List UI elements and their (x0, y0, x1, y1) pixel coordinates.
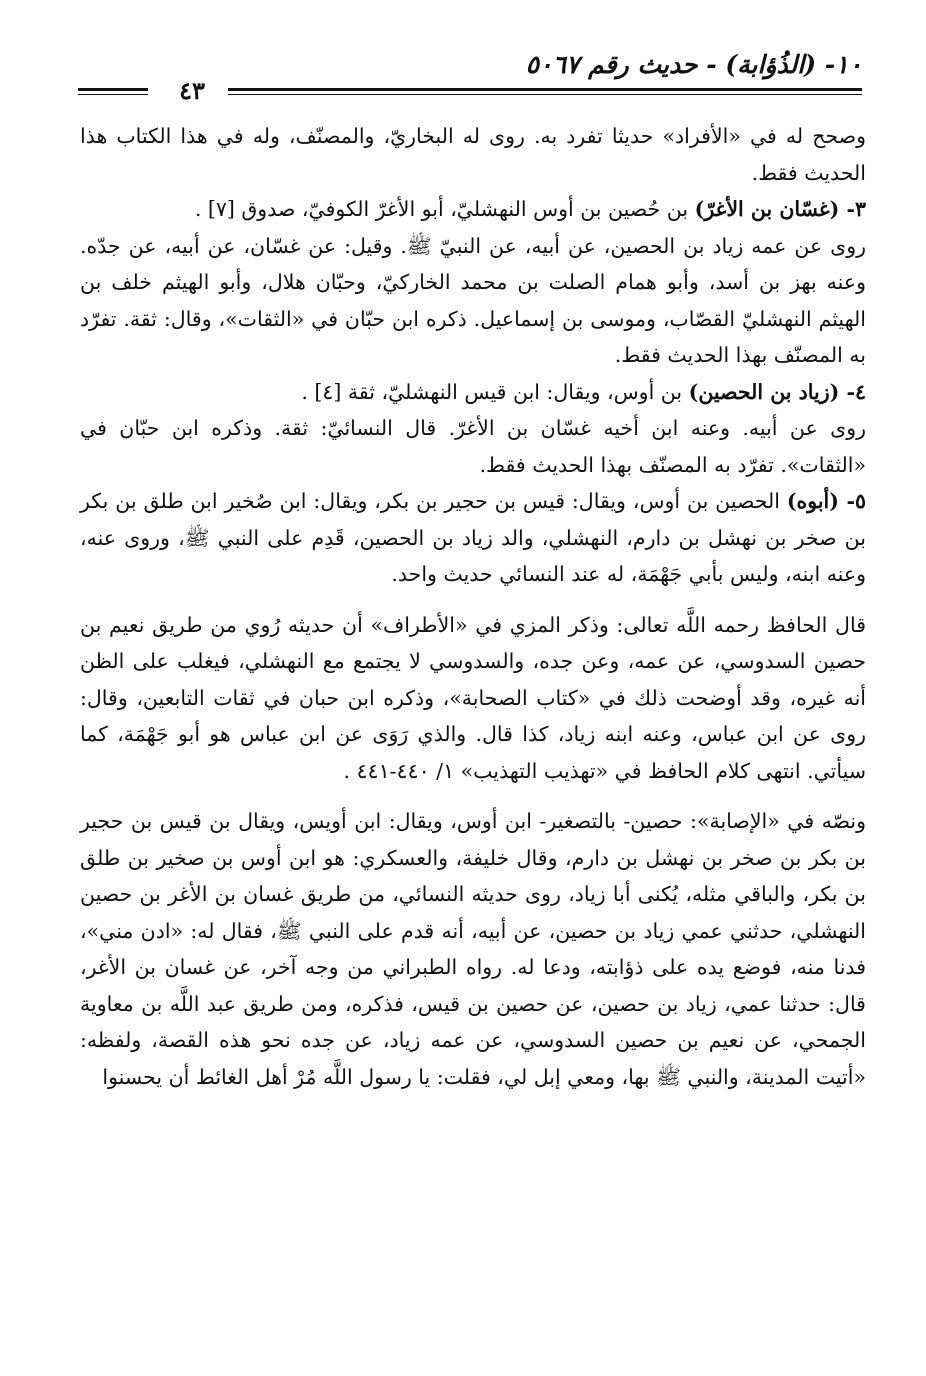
page-body (80, 118, 866, 1095)
header-rule-thin (228, 94, 862, 95)
header-rule (228, 88, 862, 91)
hafiz-note: قال الحافظ رحمه اللَّه تعالى: وذكر المزي في «الأطراف» أن حديثه رُوي من طريق نعيم بن حصين السدوسي، عن عمه، وعن جده، والسدوسي لا يجتمع مع النهشلي، فيغلب على الظن أنه غيره، وقد أوضحت ذلك في «كتاب الصحابة»، وذكره ابن حبان في ثقات التابعين، وقال: روى عن ابن عباس، وعنه ابنه زياد، كذا قال. والذي رَوَى عن ابن عباس هو أبو جَهْمَة، كما سيأتي. انتهى كلام الحافظ في «تهذيب التهذيب» ١/ ٤٤٠-٤٤١ . (80, 612, 866, 783)
header-rule-left-thin (78, 94, 148, 95)
page-header (78, 48, 862, 104)
narrator-4-entry: ٤- (زياد بن الحصين) بن أوس، ويقال: ابن قيس النهشليّ، ثقة [٤] . (301, 379, 866, 404)
narrator-3-entry: ٣- (غسّان بن الأغرّ) بن حُصين بن أوس النهشليّ، أبو الأغرّ الكوفيّ، صدوق [٧] . (194, 197, 866, 221)
paragraph-1: وصحح له في «الأفراد» حديثا تفرد به. روى له البخاريّ، والمصنّف، وله في هذا الكتاب هذا الحديث فقط. (80, 124, 866, 185)
narrator-5-name: ٥- (أبوه) (786, 489, 866, 513)
isaba-quote: ونصّه في «الإصابة»: حصين- بالتصغير- ابن أوس، ويقال: ابن أويس، ويقال بن قيس بن حجير بن بكر بن صخر بن نهشل بن دارم، وقال خليفة، والعسكري: هو ابن أوس بن صخير بن طلق بن بكر، والباقي مثله، يُكنى أبا زياد، روى حديثه النسائي، من طريق غسان بن الأغر بن حصين النهشلي، حدثني عمي زياد بن حصين، عن أبيه، أنه قدم على النبي ﷺ، فقال له: «ادن مني»، فدنا منه، فوضع يده على ذؤابته، ودعا له. رواه الطبراني من وجه آخر، عن غسان بن الأغر، قال: حدثنا عمي، زياد بن حصين، عن حصين بن قيس، فذكره، ومن طريق عبد اللَّه بن معاوية الجمحي، عن نعيم بن حصين السدوسي، عن عمه زياد، عن جده نحو هذه القصة، ولفظه: «أتيت المدينة، والنبي ﷺ بها، ومعي إبل لي، فقلت: يا رسول اللَّه مُرْ أهل الغائط أن يحسنوا (80, 809, 866, 1089)
narrator-3-details: روى عن عمه زياد بن الحصين، عن أبيه، عن النبيّ ﷺ. وقيل: عن غسّان، عن أبيه، عن جدّه. وعنه بهز بن أسد، وأبو همام الصلت بن محمد الخاركيّ، وحبّان هلال، وأبو الهيثم خلف بن الهيثم النهشليّ القصّاب، وموسى بن إسماعيل. ذكره ابن حبّان في «الثقات»، وقال: ثقة. تفرّد به المصنّف بهذا الحديث فقط. (80, 233, 866, 367)
narrator-4-details: روى عن أبيه. وعنه ابن أخيه غسّان بن الأغرّ. قال النسائيّ: ثقة. وذكره ابن حبّان في «الثقات». تفرّد به المصنّف بهذا الحديث فقط. (80, 416, 866, 477)
header-rule-left (78, 88, 148, 91)
narrator-3-name: ٣- (غسّان بن الأغرّ) (694, 197, 866, 221)
page-number: ٤٣ (179, 76, 205, 105)
narrator-5-entry: ٥- (أبوه) الحصين بن أوس، ويقال: قيس بن حجير بن بكر، ويقال: ابن صُخير ابن طلق بن بكر بن صخر بن نهشل بن دارم، النهشلي، والد زياد بن الحصين، قَدِم على النبي ﷺ، وروى عنه، وعنه ابنه، وليس بأبي جَهْمَة، له عند النسائي حديث واحد. (80, 489, 866, 586)
narrator-4-name: ٤- (زياد بن الحصين) (688, 379, 866, 404)
running-title: ١٠- (الذُؤابة) - حديث رقم ٥٠٦٧ (525, 50, 862, 79)
